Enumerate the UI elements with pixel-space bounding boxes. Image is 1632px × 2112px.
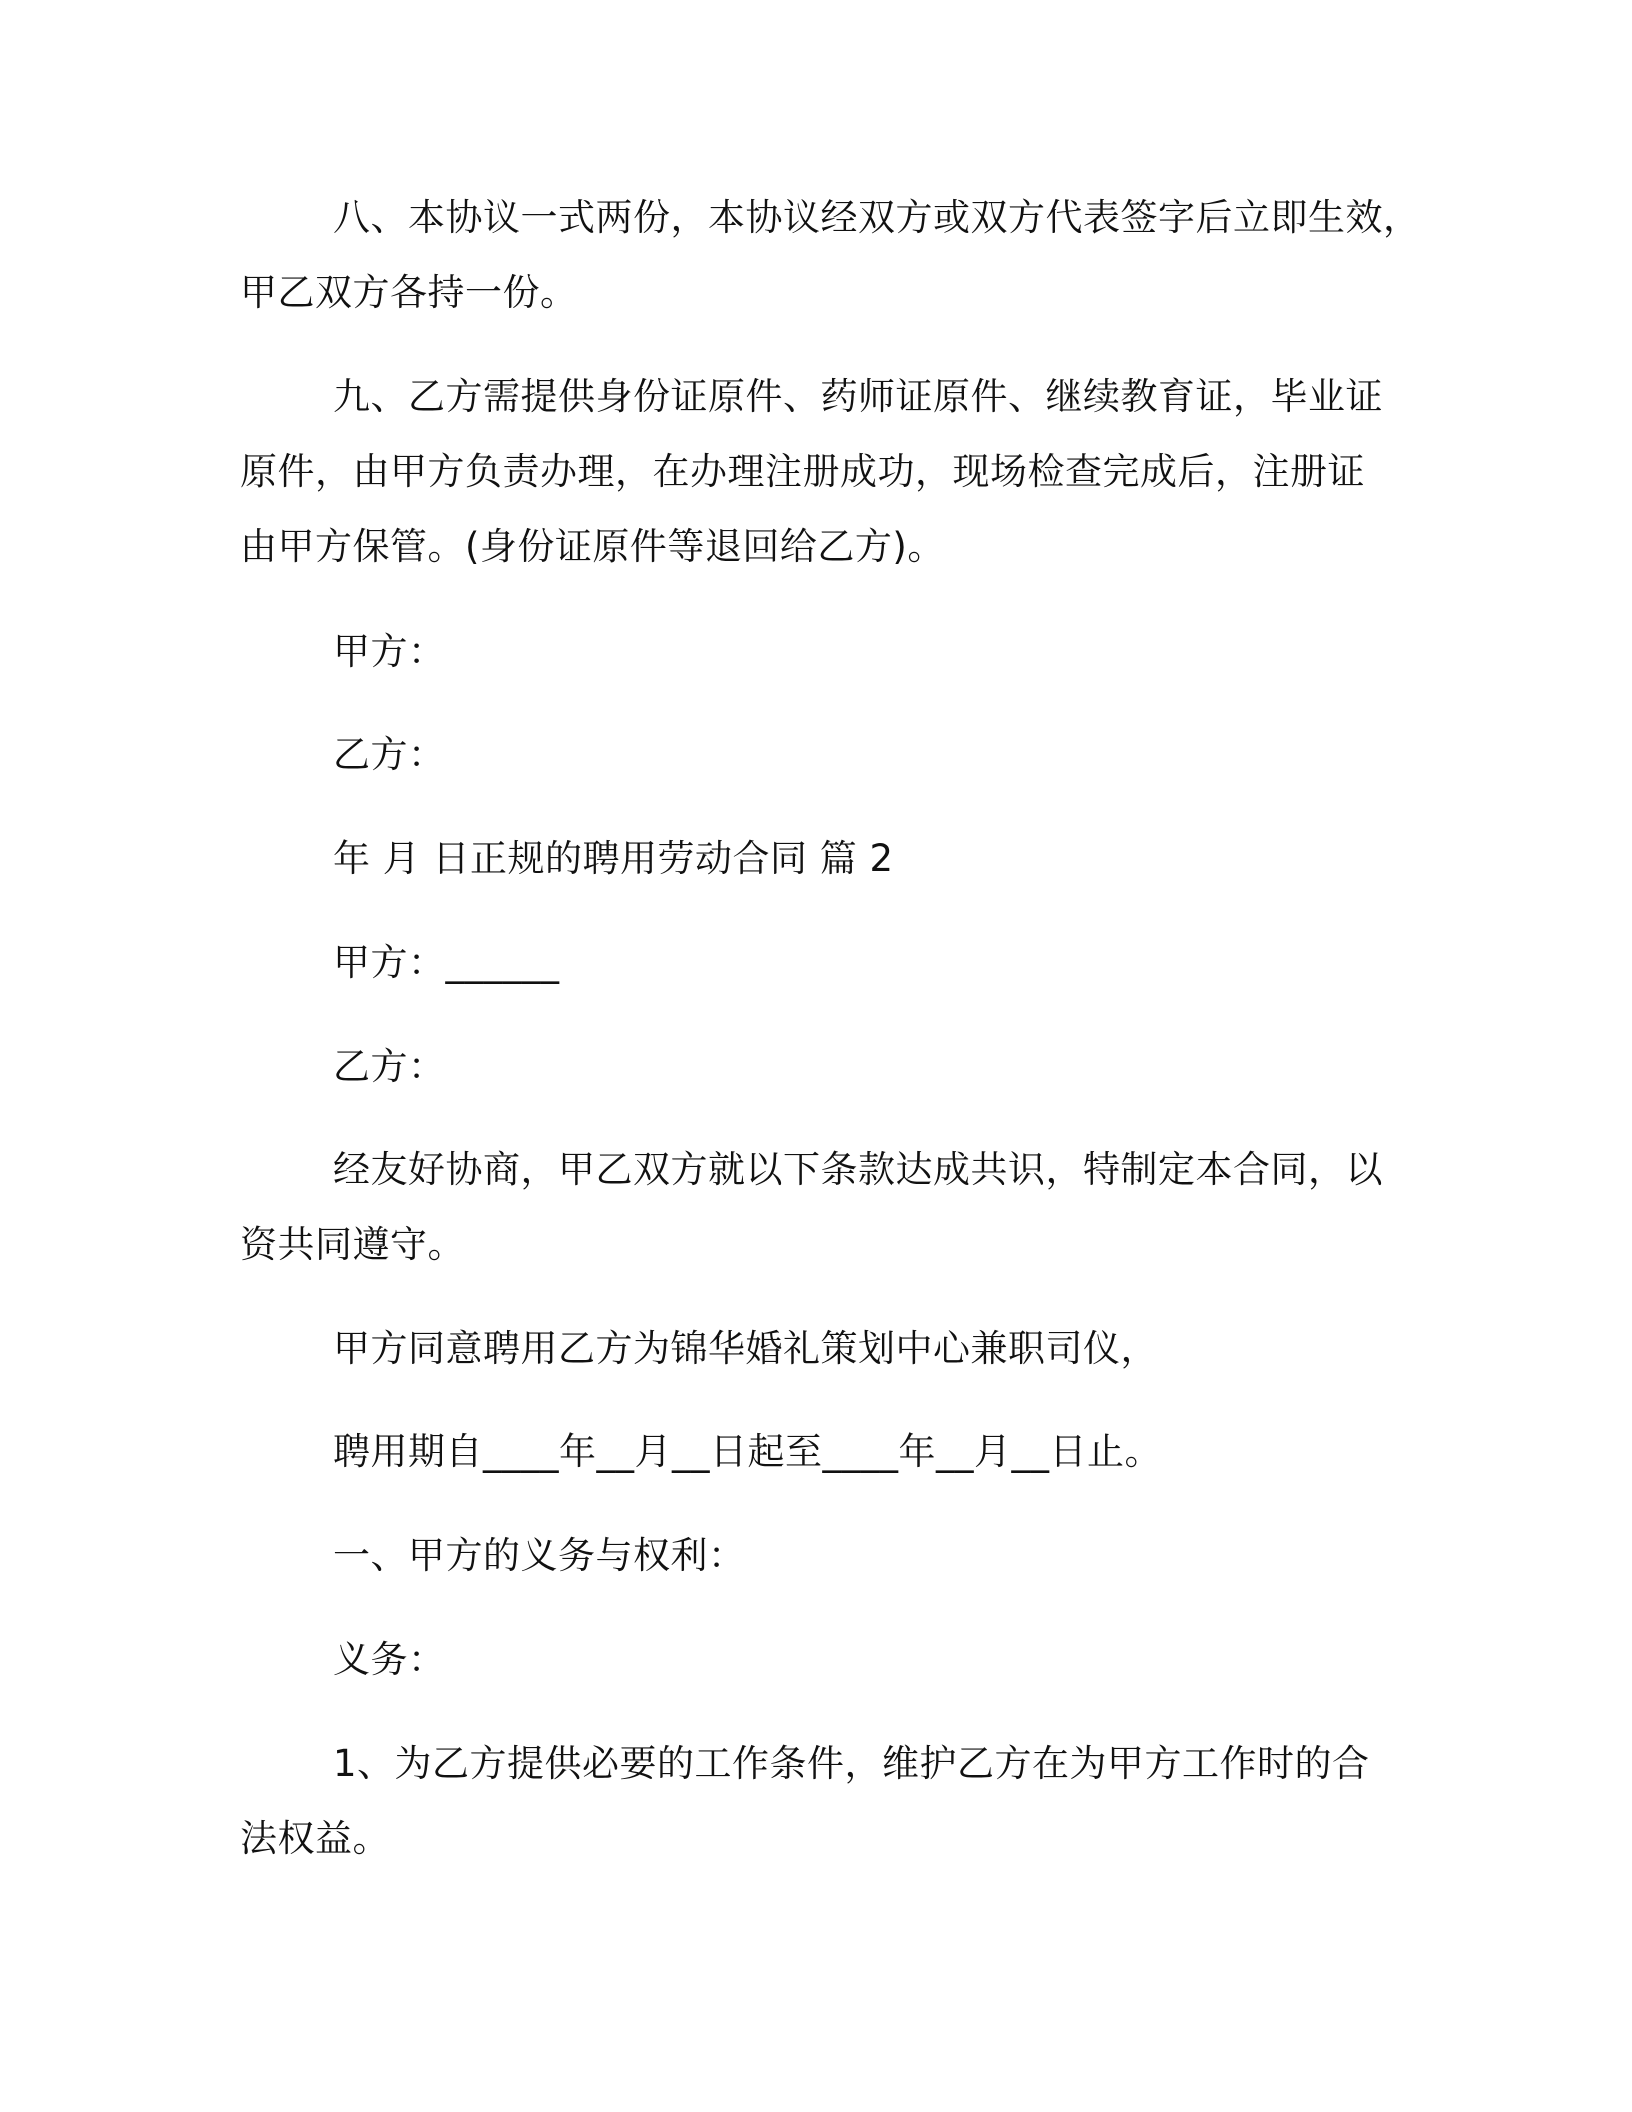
item-1-line-1: 1、为乙方提供必要的工作条件，维护乙方在为甲方工作时的合 xyxy=(333,1742,1370,1785)
item-1-line-2: 法权益。 xyxy=(240,1817,390,1860)
section-1-heading: 一、甲方的义务与权利： xyxy=(333,1534,746,1577)
preamble-line-2: 资共同遵守。 xyxy=(240,1223,465,1266)
party-b-label: 乙方： xyxy=(333,733,446,776)
clause-8-line-2: 甲乙双方各持一份。 xyxy=(240,271,578,314)
party-a-field: 甲方：______ xyxy=(333,941,560,984)
party-a-label: 甲方： xyxy=(333,630,446,673)
section-heading: 年 月 日正规的聘用劳动合同 篇 2 xyxy=(333,837,894,880)
preamble-line-1: 经友好协商，甲乙双方就以下条款达成共识，特制定本合同，以 xyxy=(333,1148,1383,1191)
appointment-line: 甲方同意聘用乙方为锦华婚礼策划中心兼职司仪， xyxy=(333,1327,1158,1370)
party-b-field: 乙方： xyxy=(333,1045,446,1088)
term-line: 聘用期自____年__月__日起至____年__月__日止。 xyxy=(333,1430,1162,1473)
clause-8-line-1: 八、本协议一式两份，本协议经双方或双方代表签字后立即生效， xyxy=(333,196,1421,239)
obligations-label: 义务： xyxy=(333,1638,446,1681)
clause-9-line-3: 由甲方保管。(身份证原件等退回给乙方)。 xyxy=(240,525,945,568)
clause-9-line-2: 原件，由甲方负责办理，在办理注册成功，现场检查完成后，注册证 xyxy=(240,450,1365,493)
clause-9-line-1: 九、乙方需提供身份证原件、药师证原件、继续教育证，毕业证 xyxy=(333,375,1383,418)
